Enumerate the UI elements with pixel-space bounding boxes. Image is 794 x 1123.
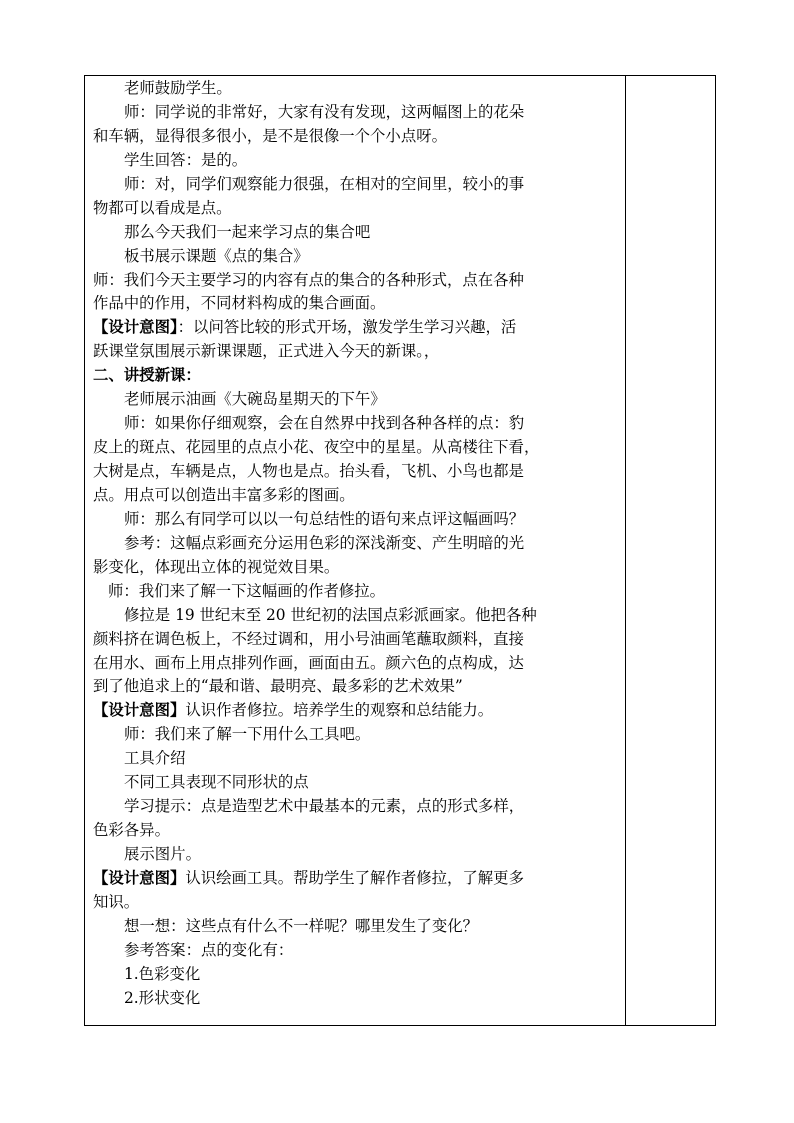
line-text: 师：我们来了解一下这幅画的作者修拉。 (108, 581, 386, 600)
line-text: 跃课堂氛围展示新课课题，正式进入今天的新课。， (93, 342, 440, 361)
text-line (93, 77, 621, 101)
line-text: 板书展示课题《点的集合》 (124, 246, 309, 265)
line-text: 不同工具表现不同形状的点 (124, 773, 309, 792)
line-text: 物都可以看成是点。 (93, 198, 232, 217)
text-line (93, 221, 621, 245)
line-text: 师：我们今天主要学习的内容有点的集合的各种形式，点在各种 (93, 270, 524, 289)
text-line (93, 604, 621, 628)
line-text: 展示图片。 (124, 845, 201, 863)
line-text: 参考答案：点的变化有： (124, 940, 294, 959)
text-line (93, 125, 621, 149)
line-text: 皮上的斑点、花园里的点点小花、夜空中的星星。从高楼往下看， (93, 438, 540, 457)
text-line (93, 915, 621, 939)
text-line (93, 867, 621, 891)
line-text: 师：对，同学们观察能力很强，在相对的空间里，较小的事 (124, 174, 525, 193)
line-text: 影变化，体现出立体的视觉效目果。 (93, 557, 340, 576)
text-line (93, 484, 621, 508)
line-text: 认识作者修拉。培养学生的观察和总结能力。 (185, 701, 494, 720)
text-line (93, 269, 621, 293)
line-text: 老师展示油画《大碗岛星期天的下午》 (124, 390, 386, 409)
line-text: 师：如果你仔细观察，会在自然界中找到各种各样的点：豹 (124, 414, 525, 433)
text-line (93, 628, 621, 652)
line-text: 色彩各异。 (93, 821, 170, 840)
line-text: 想一想：这些点有什么不一样呢？哪里发生了变化？ (124, 916, 478, 935)
text-line (93, 101, 621, 125)
text-line (93, 460, 621, 484)
text-line (93, 795, 621, 819)
text-line (93, 436, 621, 460)
text-line (93, 580, 621, 604)
line-text: 师：我们来了解一下用什么工具吧。 (124, 725, 371, 744)
text-line (93, 508, 621, 532)
text-line (93, 364, 621, 388)
text-line (93, 963, 621, 987)
lesson-table (84, 75, 716, 1026)
text-line (93, 532, 621, 556)
line-text: 学生回答：是的。 (124, 150, 248, 169)
text-line (93, 245, 621, 269)
bold-label: 【设计意图】 (93, 701, 186, 720)
line-text: 参考：这幅点彩画充分运用色彩的深浅渐变、产生明暗的光 (124, 533, 525, 552)
line-text: 知识。 (93, 892, 140, 911)
bold-label: 二、讲授新课： (93, 366, 201, 385)
bold-label: 【设计意图】 (93, 868, 186, 887)
line-text: 那么今天我们一起来学习点的集合吧 (124, 222, 371, 241)
text-line (93, 675, 621, 699)
line-text: 大树是点，车辆是点，人物也是点。抬头看，飞机、小鸟也都是 (93, 462, 524, 480)
line-text: 1.色彩变化 (124, 964, 201, 983)
text-line (93, 316, 621, 340)
line-text: ：以问答比较的形式开场，激发学生学习兴趣，活 (177, 318, 517, 337)
line-text: 2.形状变化 (124, 988, 201, 1007)
text-line (93, 699, 621, 723)
text-line (93, 197, 621, 221)
line-text: 老师鼓励学生。 (124, 79, 232, 97)
line-text: 颜料挤在调色板上，不经过调和，用小号油画笔蘸取颜料，直接 (93, 629, 524, 648)
text-line (93, 340, 621, 364)
notes-cell (626, 76, 715, 1025)
text-line (93, 891, 621, 915)
line-text: 认识绘画工具。帮助学生了解作者修拉，了解更多 (185, 868, 524, 887)
line-text: 工具介绍 (124, 749, 186, 768)
lesson-content-cell (93, 77, 621, 1011)
line-text: 在用水、画布上用点排列作画，画面由五。颜六色的点构成，达 (93, 653, 524, 672)
text-line (93, 412, 621, 436)
text-line (93, 173, 621, 197)
line-text: 作品中的作用，不同材料构成的集合画面。 (93, 294, 386, 313)
line-text: 修拉是 19 世纪末至 20 世纪初的法国点彩派画家。他把各种 (124, 605, 537, 624)
text-line (93, 771, 621, 795)
text-line (93, 388, 621, 412)
text-line (93, 819, 621, 843)
line-text: 师：同学说的非常好，大家有没有发现，这两幅图上的花朵 (124, 102, 525, 121)
text-line (93, 652, 621, 676)
line-text: 和车辆，显得很多很小，是不是很像一个个小点呀。 (93, 126, 447, 145)
line-text: 到了他追求上的“最和谐、最明亮、最多彩的艺术效果” (93, 677, 463, 696)
text-line (93, 987, 621, 1011)
text-line (93, 723, 621, 747)
text-line (93, 149, 621, 173)
line-text: 学习提示：点是造型艺术中最基本的元素，点的形式多样， (124, 797, 525, 816)
text-line (93, 747, 621, 771)
text-line (93, 939, 621, 963)
bold-label: 【设计意图】 (93, 318, 178, 337)
text-line (93, 292, 621, 316)
text-line (93, 843, 621, 867)
text-line (93, 556, 621, 580)
line-text: 点。用点可以创造出丰富多彩的图画。 (93, 485, 355, 504)
line-text: 师：那么有同学可以以一句总结性的语句来点评这幅画吗？ (124, 509, 525, 528)
